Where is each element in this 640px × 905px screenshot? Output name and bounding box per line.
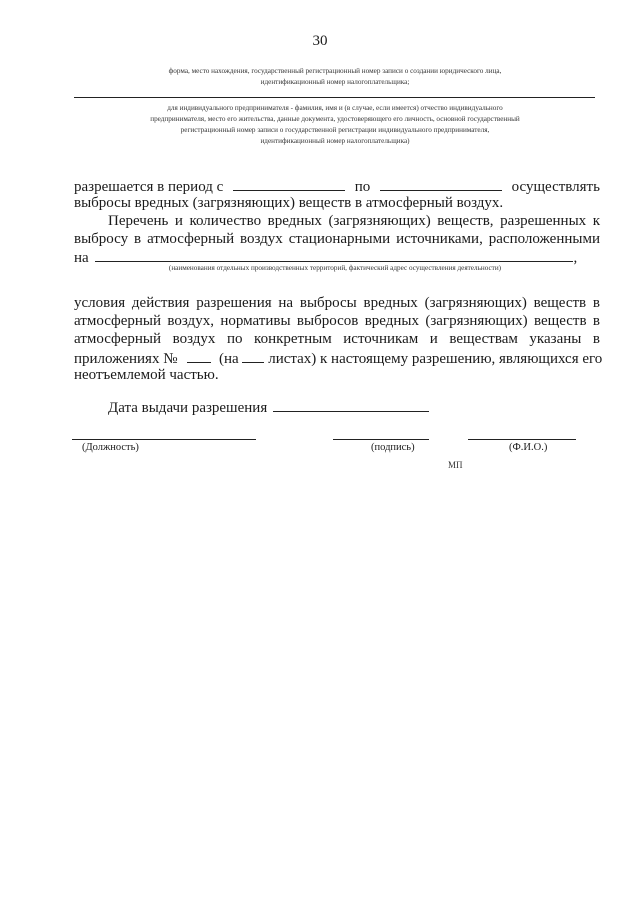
position-label: (Должность) <box>82 442 139 453</box>
period-text-carry: осуществлять <box>511 179 600 195</box>
period-line-2: выбросы вредных (загрязняющих) веществ в атмосферный воздух. <box>74 195 504 211</box>
issue-date-blank[interactable] <box>273 397 429 412</box>
period-start-blank[interactable] <box>233 176 345 191</box>
conditions-line-5: неотъемлемой частью. <box>74 367 219 383</box>
list-paragraph-prefix: на <box>74 250 89 266</box>
signature-line[interactable] <box>333 439 429 440</box>
full-name-line[interactable] <box>468 439 576 440</box>
conditions-line-4 <box>74 348 603 368</box>
list-paragraph-text-1: Перечень и количество вредных (загрязняющих) веществ, разрешенных к <box>108 213 600 229</box>
full-name-label: (Ф.И.О.) <box>509 442 548 453</box>
conditions-line-3 <box>74 330 600 348</box>
sheet-count-blank[interactable] <box>242 348 264 363</box>
list-paragraph-line-1 <box>108 212 600 230</box>
applicant-note-legal-entity: форма, место нахождения, государственный регистрационный номер записи о создании юридического лица, идентификационный номер налогоплательщика; <box>168 67 502 86</box>
period-line <box>74 176 600 196</box>
issue-date-line <box>108 397 634 417</box>
conditions-text-2: атмосферный воздух, нормативы выбросов вредных (загрязняющих) веществ в <box>74 313 600 329</box>
list-paragraph-text-2: выбросу в атмосферный воздух стационарными источниками, расположенными <box>74 231 600 247</box>
period-text-allowed: разрешается в период с <box>74 179 224 195</box>
conditions-text-4c: листах) к настоящему разрешению, являющихся его <box>268 351 603 367</box>
stamp-label: МП <box>448 460 463 470</box>
page-number: 30 <box>312 33 328 49</box>
list-paragraph-line-2 <box>74 230 600 248</box>
appendix-number-blank[interactable] <box>187 348 211 363</box>
period-end-blank[interactable] <box>380 176 502 191</box>
conditions-text-1: условия действия разрешения на выбросы вредных (загрязняющих) веществ в <box>74 295 600 311</box>
list-paragraph-comma: , <box>573 250 578 266</box>
conditions-line-2 <box>74 312 600 330</box>
conditions-text-4b: (на <box>219 351 239 367</box>
applicant-fill-line <box>74 97 595 98</box>
conditions-line-1 <box>74 294 600 312</box>
conditions-text-4a: приложениях № <box>74 351 178 367</box>
conditions-text-3: атмосферный воздух по конкретным источникам и веществам указаны в <box>74 331 600 347</box>
applicant-note-individual: для индивидуального предпринимателя - фамилия, имя и (в случае, если имеется) отчество индивидуального предпринимателя, место его жительства, данные документа, удостоверяющего его личность, основной государственный регистрационный номер записи о государственной регистрации индивидуального предпринимателя, идентификационный номер налогоплательщика) <box>150 104 520 145</box>
signature-label: (подпись) <box>371 442 415 453</box>
territory-address-blank[interactable] <box>95 247 573 262</box>
position-signature-line[interactable] <box>72 439 256 440</box>
territory-address-caption: (наименования отдельных производственных территорий, фактический адрес осуществления деятельности) <box>168 264 502 272</box>
period-text-to: по <box>354 179 371 195</box>
issue-date-label: Дата выдачи разрешения <box>108 400 268 416</box>
